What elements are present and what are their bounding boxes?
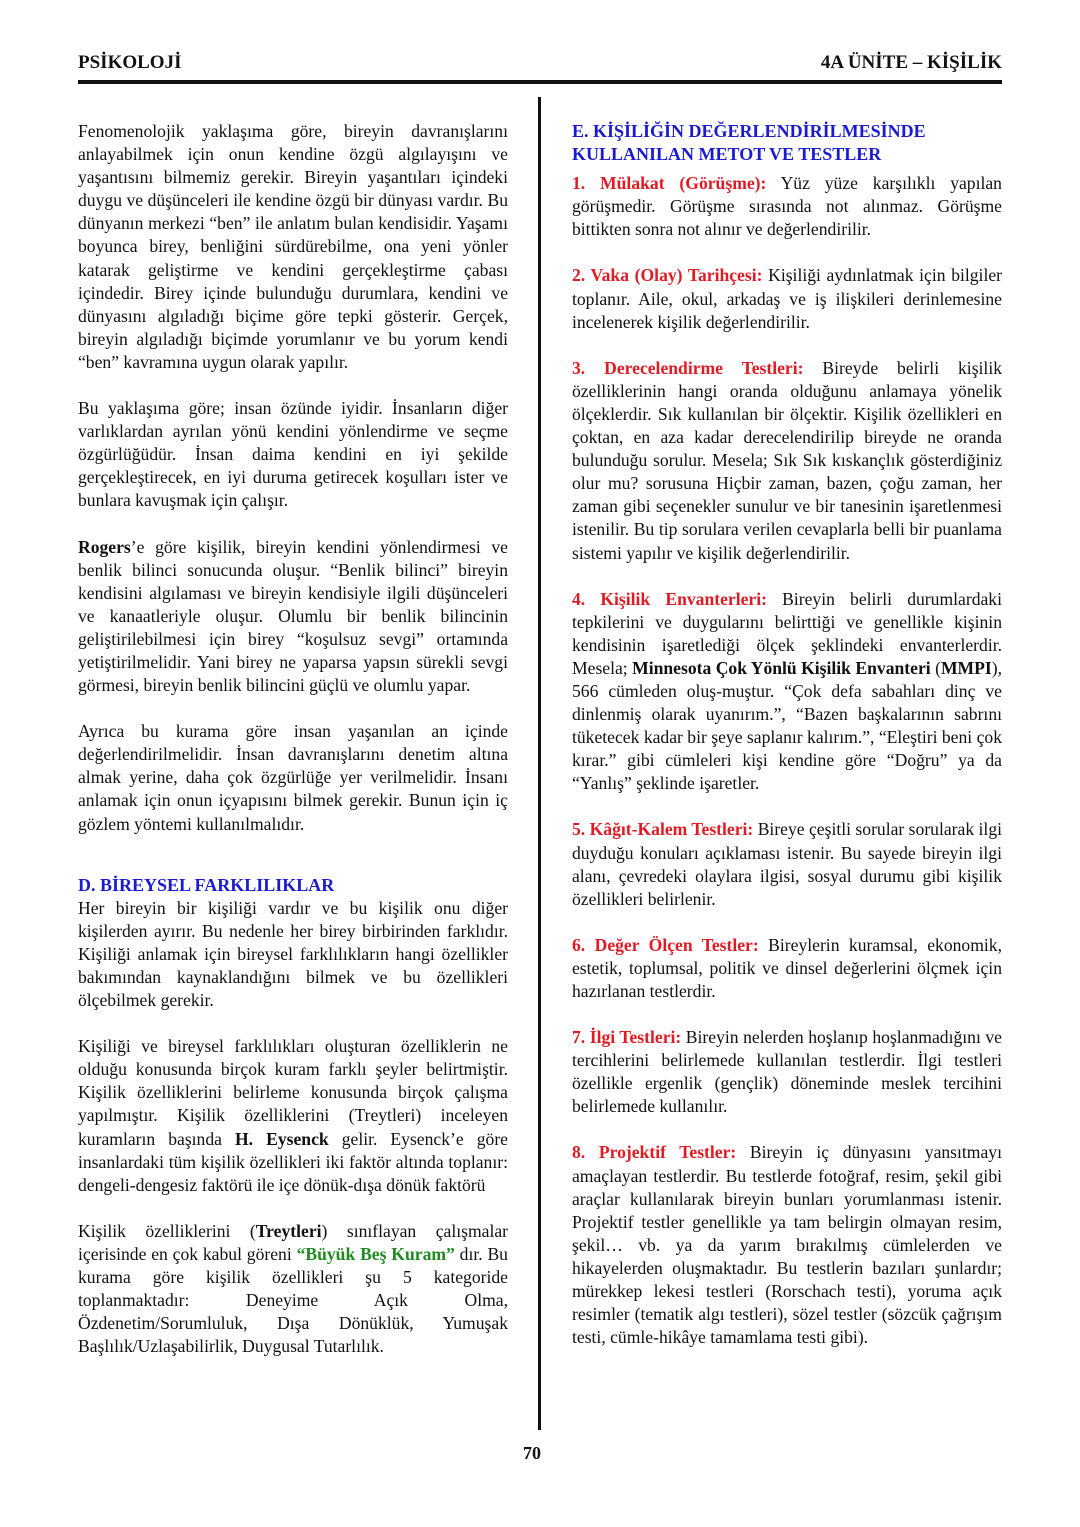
section-e-title: E. KİŞİLİĞİN DEĞERLENDİRİLMESİNDE KULLANILAN METOT VE TESTLER — [572, 121, 926, 165]
test-item-4: 4. Kişilik Envanterleri: Bireyin belirli durumlardaki tepkilerini ve duygularını belirttiği ve genellikle kişinin kendisinin işaretlediği ölçek şeklindeki envanterlerdir. Mesela; Minnesota Çok Yönlü Kişilik Envanteri (MMPI), 566 cümleden oluş-muştur. “Çok defa sabahları dinç ve dinlenmiş olarak uyanırım.”, “Bazen başkalarının sabrını tüketecek kadar bir şeye saplanır kalırım.”, “Eleştiri beni çok kırar.” gibi cümleleri kişi kendine göre “Doğru” ya da “Yanlış” şeklinde işaretler. — [572, 588, 1003, 794]
paragraph-rogers: Rogers’e göre kişilik, bireyin kendini yönlendirmesi ve benlik bilinci sonucunda oluşur. “Benlik bilinci” bireyin kendisini algılaması ve bireyin kendisiyle ilgili düşünceleri ve kanaatleriyle oluşur. Olumlu bir benlik bilincinin geliştirilebilmesi için birey “koşulsuz sevgi” ortamında yetiştirilmelidir. Yani birey ne yaparsa yapsın sürekli sevgi görmesi, bireyin benlik bilincini güçlü ve olumlu yapar. — [78, 536, 508, 696]
eysenck-name: H. Eysenck — [235, 1128, 329, 1149]
test-item-2: 2. Vaka (Olay) Tarihçesi: Kişiliği aydınlatmak için bilgiler toplanır. Aile, okul, arkadaş ve iş ilişkileri derinlemesine incelenerek kişilik değerlendirilir. — [572, 265, 1003, 332]
page-header — [78, 52, 1002, 78]
test-item-5: 5. Kâğıt-Kalem Testleri: Bireye çeşitli sorular sorularak ilgi duyduğu konuları açıklaması istenir. Bu sayede bireyin ilgi alanı, çevredeki olaylara ilgisi, sosyal durumu gibi kişilik özellikleri belirlenir. — [572, 819, 1003, 909]
test-item-1: 1. Mülakat (Görüşme): Yüz yüze karşılıklı yapılan görüşmedir. Görüşme sırasında not alınmaz. Görüşme bittikten sonra not alınır ve değerlendirilir. — [572, 173, 1002, 240]
left-column — [78, 120, 508, 1381]
rogers-name: Rogers — [78, 536, 131, 557]
paragraph-eysenck: Kişiliği ve bireysel farklılıkları oluşturan özelliklerin ne olduğu konusunda birçok kuram farklı şeyler belirtmiştir. Kişilik özelliklerini belirleme konusunda birçok çalışma yapılmıştır. Kişilik özelliklerini (Treytleri) inceleyen kuramların başında H. Eysenck gelir. Eysenck’e göre insanlardaki tüm kişilik özellikleri iki faktör altında toplanır: dengeli-dengesiz faktörü ile içe dönük-dışa dönük faktörü — [78, 1036, 508, 1195]
section-d-title: D. BİREYSEL FARKLILIKLAR — [78, 874, 335, 895]
column-divider — [538, 97, 541, 1430]
test-item-8: 8. Projektif Testler: Bireyin iç dünyasını yansıtmayı amaçlayan testlerdir. Bu testlerde fotoğraf, resim, şekil gibi araçlar kullanılarak bireyin bunları yorumlanması istenir. Projektif testler genellikle ya tam belirgin olmayan resim, şekil… vb. ya da yarım bırakılmış cümlelerden ve hikayelerden oluşmaktadır. Bu testlerin bazıları şunlardır; mürekkep lekesi testleri (Rorschach testi), yoruma açık resimler (tematik algı testleri), sözel testler (sözcük çağrışım testi, cümle-hikâye tamamlama testi gibi). — [572, 1142, 1002, 1348]
test-item-6: 6. Değer Ölçen Testler: Bireylerin kuramsal, ekonomik, estetik, toplumsal, politik ve dinsel değerlerini ölçmek için hazırlanan testlerdir. — [572, 934, 1002, 1001]
header-rule — [78, 80, 1002, 84]
header-subject: PSİKOLOJİ — [78, 52, 182, 73]
test-item-7: 7. İlgi Testleri: Bireyin nelerden hoşlanıp hoşlanmadığını ve tercihlerini belirlemede kullanılan testlerdir. İlgi testleri özellikle ergenlik (gençlik) döneminde meslek tercihini belirlemede kullanılır. — [572, 1027, 1002, 1117]
paragraph-phenomenology: Fenomenolojik yaklaşıma göre, bireyin davranışlarını anlayabilmek için onun kendine özgü algılayışını ve yaşantısını bilmemiz gerekir. Bireyin yaşantıları içindeki duygu ve düşünceleri ile kendine özgü bir dünyası vardır. Bu dünyanın merkezi “ben” ile anlatım bulan kendisidir. Yaşamı boyunca birey, benliğini sürdürebilme, ona yeni yönler katarak geliştirme ve kendini gerçekleştirme çabası içindedir. Birey içinde bulunduğu durumlara, kendini ve dünyasını algıladığı biçime göre tepki gösterir. Gerçek, bireyin algıladığı biçimde yorumlanır ve bu yorum kendi “ben” kavramına uygun olarak yapılır. — [78, 121, 508, 372]
paragraph-individual-differences: Her bireyin bir kişiliği vardır ve bu kişilik onu diğer kişilerden ayırır. Bu nedenle her birey birbirinden farklıdır. Kişiliği anlamak için bireysel farklılıkların hangi özellikler bakımından kaynaklandığını bilmek ve bu özellikleri ölçebilmek gerekir. — [78, 897, 508, 1011]
page-number: 70 — [523, 1443, 541, 1463]
paragraph-human-nature: Bu yaklaşıma göre; insan özünde iyidir. İnsanların diğer varlıklardan ayrılan yönü kendini yönlendirme ve seçme özgürlüğüdür. İnsan daima kendini en iyi şekilde gerçekleştirecek, en iyi duruma getirecek koşulları ister ve bunlara kavuşmak için çalışır. — [78, 398, 508, 511]
header-unit: 4A ÜNİTE – KİŞİLİK — [820, 52, 1002, 73]
paragraph-here-and-now: Ayrıca bu kurama göre insan yaşanılan an içinde değerlendirilmelidir. İnsan davranışlarını denetim altına almak yerine, daha çok özgürlüğe yer verilmelidir. İnsanı anlamak için onun içyapısını bilmek gerekir. Bunun için iç gözlem yöntemi kullanılmalıdır. — [78, 721, 508, 834]
right-column — [572, 120, 1002, 1372]
big-five-highlight: “Büyük Beş Kuram” — [296, 1243, 455, 1264]
test-item-3: 3. Derecelendirme Testleri: Bireyde belirli kişilik özelliklerinin hangi oranda olduğunu anlamaya yönelik ölçeklerdir. Sık kullanılan bir ölçektir. Kişilik özellikleri en çoktan, en aza kadar derecelendirilip bireyde ne oranda bulunduğu sorulur. Mesela; Sık Sık kıskançlık gösterdiğiniz olur mu? sorusuna Hiçbir zaman, bazen, çoğu zaman, her zaman gibi seçenekler sunulur ve bir tanesinin işaretlenmesi istenilir. Bu tip sorulara verilen cevaplarla belli bir puanlama sistemi yapılır ve kişilik değerlendirilir. — [572, 357, 1003, 563]
paragraph-big-five: Kişilik özelliklerini (Treytleri) sınıflayan çalışmalar içerisinde en çok kabul göreni “Büyük Beş Kuram” dır. Bu kurama göre kişilik özellikleri şu 5 kategoride toplanmaktadır: Deneyime Açık Olma, Özdenetim/Sorumluluk, Dışa Dönüklük, Yumuşak Başlılık/Uzlaşabilirlik, Duygusal Tutarlılık. — [78, 1220, 509, 1357]
